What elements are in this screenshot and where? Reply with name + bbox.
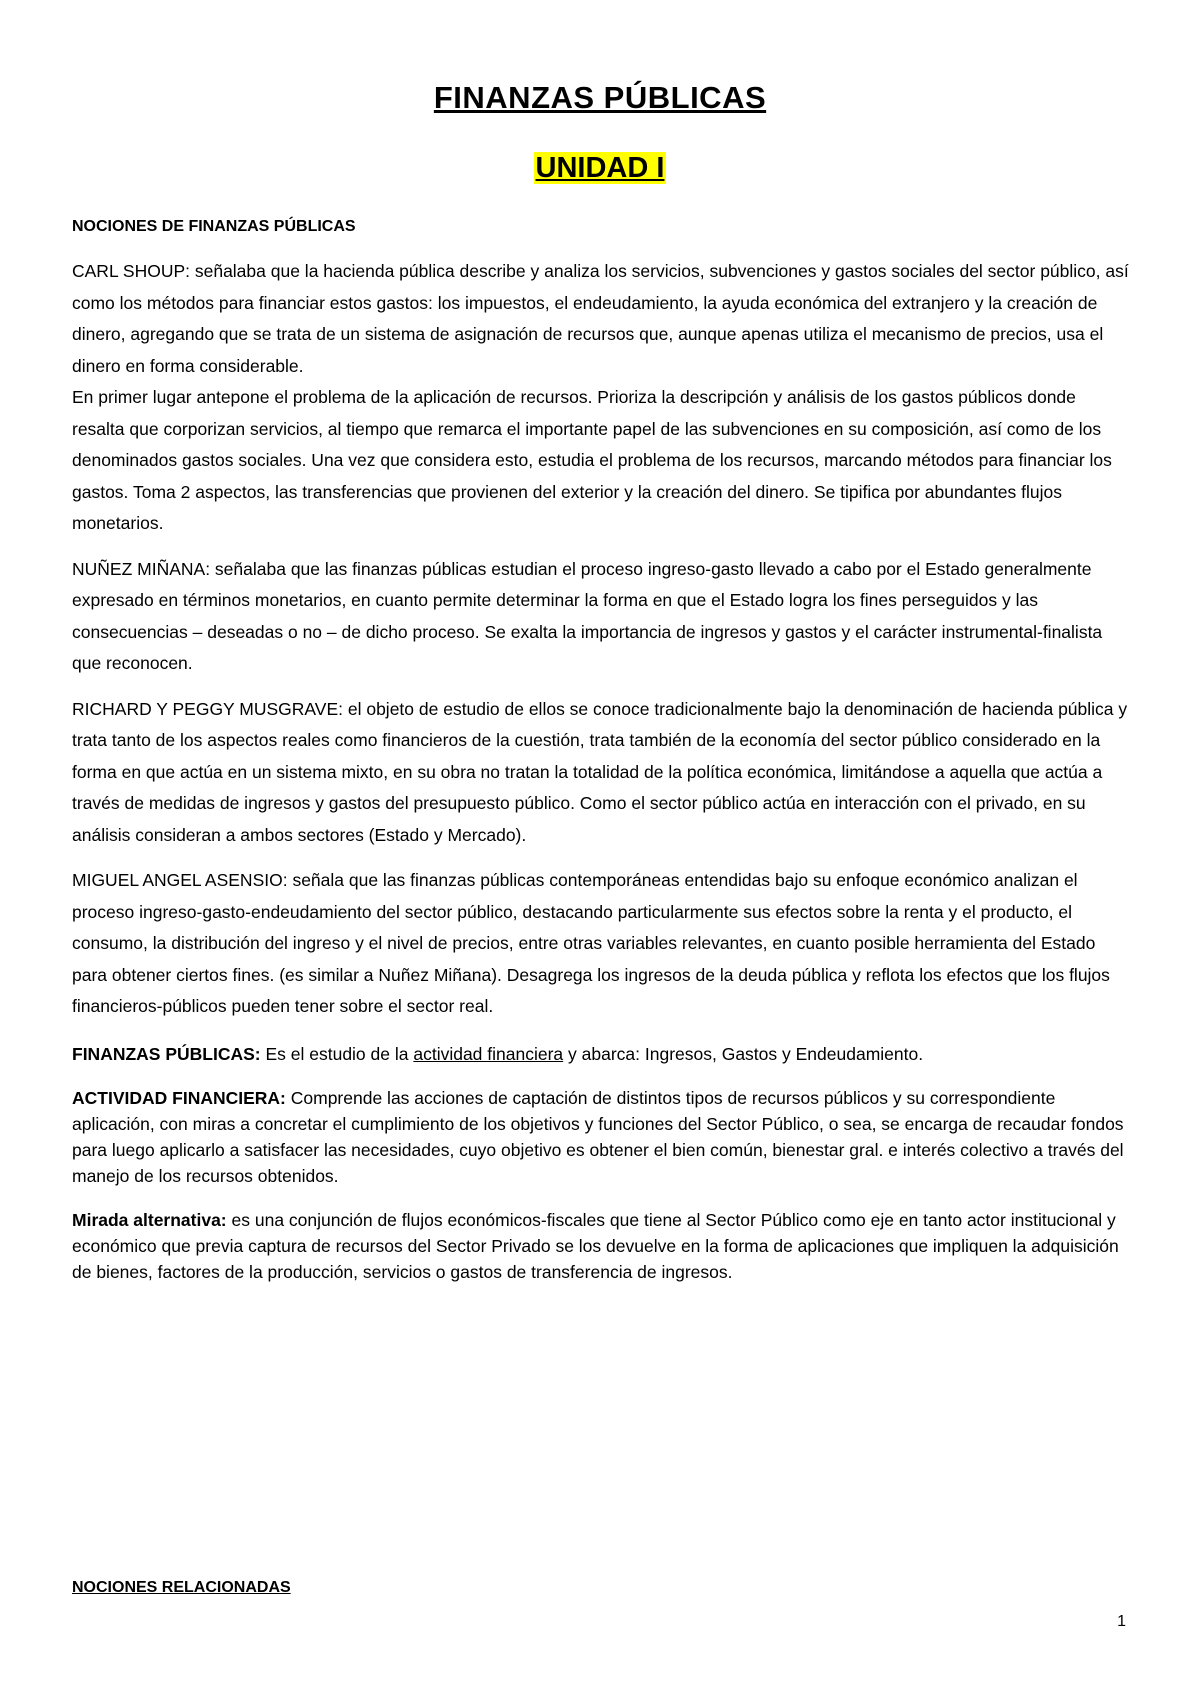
definition-finanzas-text-before: Es el estudio de la — [260, 1043, 414, 1064]
unit-label: UNIDAD I — [535, 152, 665, 184]
main-content — [72, 218, 1132, 1285]
section-heading: NOCIONES DE FINANZAS PÚBLICAS — [72, 218, 356, 235]
definition-finanzas-label: FINANZAS PÚBLICAS: — [72, 1043, 261, 1064]
unit-heading — [0, 152, 1200, 185]
document-title: FINANZAS PÚBLICAS — [433, 80, 767, 115]
actividad-financiera-link[interactable]: actividad financiera — [413, 1043, 564, 1064]
definition-actividad-label: ACTIVIDAD FINANCIERA: — [72, 1087, 286, 1108]
paragraph-asensio: MIGUEL ANGEL ASENSIO: señala que las finanzas públicas contemporáneas entendidas bajo su enfoque económico analizan el proceso ingreso-gasto-endeudamiento del sector público, destacando particularmente sus efectos sobre la renta y el producto, el consumo, la distribución del ingreso y el nivel de precios, entre otras variables relevantes, en cuanto posible herramienta del Estado para obtener ciertos fines. (es similar a Nuñez Miñana). Desagrega los ingresos de la deuda pública y reflota los efectos que los flujos financieros-públicos pueden tener sobre el sector real. — [72, 870, 1110, 1016]
paragraph-nunez: NUÑEZ MIÑANA: señalaba que las finanzas públicas estudian el proceso ingreso-gasto llevado a cabo por el Estado generalmente expresado en términos monetarios, en cuanto permite determinar la forma en que el Estado logra los fines perseguidos y las consecuencias – deseadas o no – de dicho proceso. Se exalta la importancia de ingresos y gastos y el carácter instrumental-finalista que reconocen. — [72, 558, 1103, 673]
definition-mirada — [72, 1207, 1132, 1285]
definition-actividad-text: Comprende las acciones de captación de distintos tipos de recursos públicos y su correspondiente aplicación, con miras a concretar el cumplimiento de los objetivos y funciones del Sector Público, o sea, se encarga de recaudar fondos para luego aplicarlo a satisfacer las necesidades, cuyo objetivo es obtener el bien común, bienestar gral. e interés colectivo a través del manejo de los recursos obtenidos. — [72, 1087, 1124, 1186]
paragraph-shoup: CARL SHOUP: señalaba que la hacienda pública describe y analiza los servicios, subvenciones y gastos sociales del sector público, así como los métodos para financiar estos gastos: los impuestos, el endeudamiento, la ayuda económica del extranjero y la creación de dinero, agregando que se trata de un sistema de asignación de recursos que, aunque apenas utiliza el mecanismo de precios, usa el dinero en forma considerable. — [72, 261, 1129, 376]
definition-mirada-text: es una conjunción de flujos económicos-fiscales que tiene al Sector Público como eje en tanto actor institucional y económico que previa captura de recursos del Sector Privado se los devuelve en la forma de aplicaciones que impliquen la adquisición de bienes, factores de la producción, servicios o gastos de transferencia de ingresos. — [72, 1209, 1119, 1282]
definition-finanzas — [72, 1041, 1132, 1067]
paragraph-shoup-continued: En primer lugar antepone el problema de la aplicación de recursos. Prioriza la descripción y análisis de los gastos públicos donde resalta que corporizan servicios, al tiempo que remarca el importante papel de las subvenciones en su composición, así como de los denominados gastos sociales. Una vez que considera esto, estudia el problema de los recursos, marcando métodos para financiar los gastos. Toma 2 aspectos, las transferencias que provienen del exterior y la creación del dinero. Se tipifica por abundantes flujos monetarios. — [72, 387, 1112, 533]
related-heading: NOCIONES RELACIONADAS — [72, 1579, 291, 1596]
definition-finanzas-text-after: y abarca: Ingresos, Gastos y Endeudamiento. — [563, 1043, 924, 1064]
page-number: 1 — [1117, 1613, 1126, 1630]
definition-actividad — [72, 1085, 1132, 1189]
definition-mirada-label: Mirada alternativa: — [72, 1209, 227, 1230]
paragraph-musgrave: RICHARD Y PEGGY MUSGRAVE: el objeto de estudio de ellos se conoce tradicionalmente bajo la denominación de hacienda pública y trata tanto de los aspectos reales como financieros de la cuestión, trata también de la economía del sector público considerado en la forma en que actúa en un sistema mixto, en su obra no tratan la totalidad de la política económica, limitándose a aquella que actúa a través de medidas de ingresos y gastos del presupuesto público. Como el sector público actúa en interacción con el privado, en su análisis consideran a ambos sectores (Estado y Mercado). — [72, 698, 1128, 845]
